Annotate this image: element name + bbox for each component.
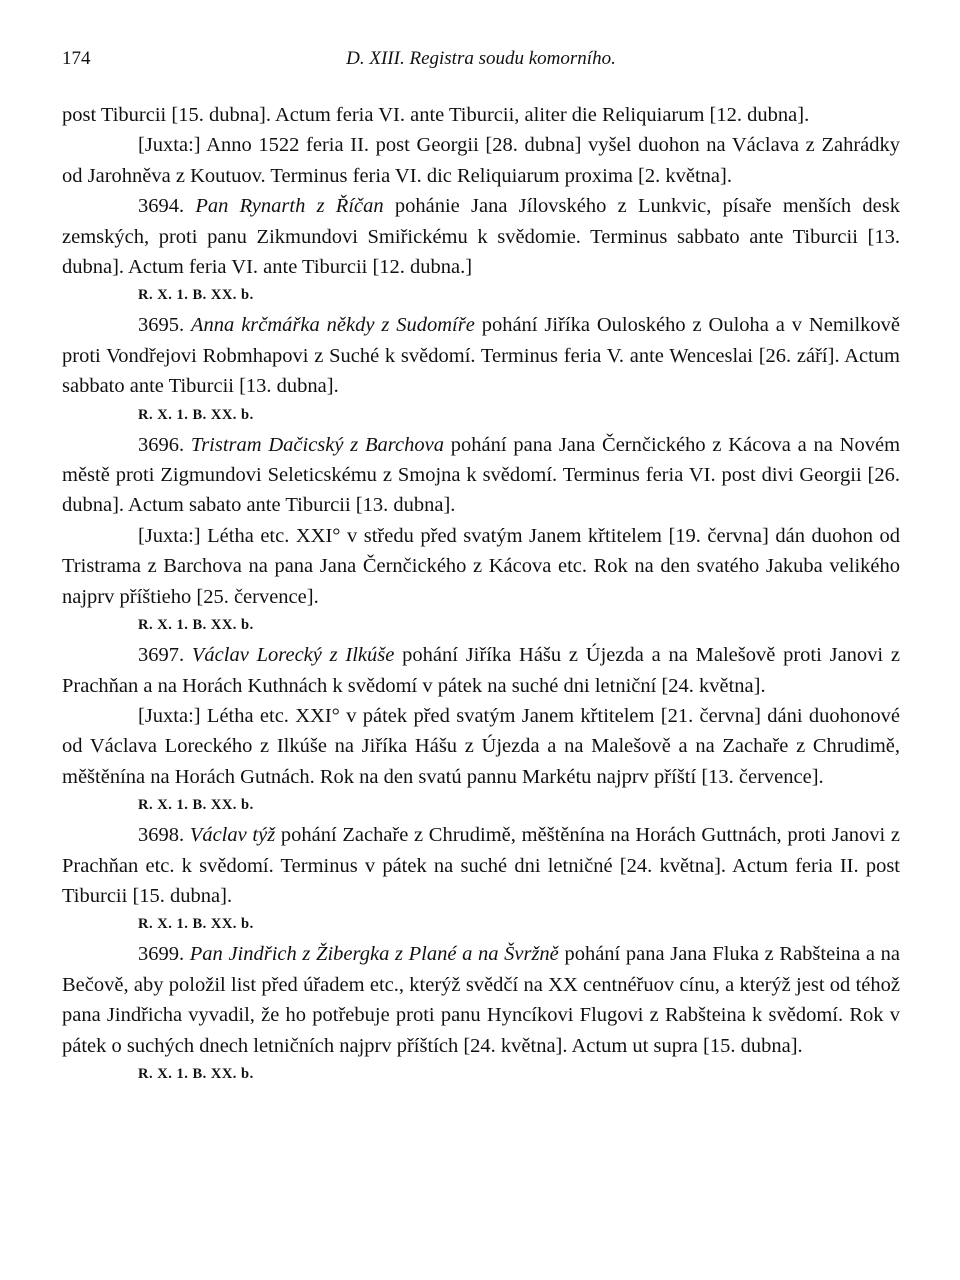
entry-number: 3696. (138, 433, 185, 456)
entry-number: 3699. (138, 943, 185, 966)
register-signature: R. X. 1. B. XX. b. (138, 916, 254, 933)
entry-3696 (62, 430, 900, 638)
entry-paragraph (62, 191, 900, 282)
entry-text: pohání Jiříka Ouloského z Ouloha a v Nemilkově proti Vondřejovi Robmhapovi z Suché k svědomí. Terminus feria V. ante Wenceslai [26. září]. Actum sabbato ante Tiburcii [13. dubna]. (62, 314, 901, 398)
entry-paragraph (62, 939, 900, 1061)
entry-3695 (62, 310, 900, 427)
entry-3697 (62, 640, 900, 818)
entry-paragraph (62, 310, 900, 401)
juxta-paragraph: [Juxta:] Létha etc. XXI° v středu před svatým Janem křtitelem [19. června] dán duohon od Tristrama z Barchova na pana Jana Černčického z Kácova etc. Rok na den svatého Jakuba velikého najprv příštieho [25. července]. (62, 524, 900, 608)
entry-number: 3697. (138, 644, 185, 667)
page-header (62, 48, 900, 78)
entry-text: pohání Jiříka Hášu z Újezda a na Malešově proti Janovi z Prachňan a na Horách Kuthnách k svědomí v pátek na suché dni letniční [24. května]. (62, 644, 900, 697)
entry-text: pohánie Jana Jílovského z Lunkvic, písaře menších desk zemských, proti panu Zikmundovi Smiřickému k svědomie. Terminus sabbato ante Tiburcii [13. dubna]. Actum feria VI. ante Tiburcii [12. dubna.] (62, 195, 900, 279)
entry-text: pohání pana Jana Fluka z Rabšteina a na Bečově, aby položil list před úřadem etc., kterýž svědčí na XX centnéřuov cínu, a kterýž jest od téhož pana Jindřicha vyvadil, že ho potřebuje proti panu Hyncíkovi Flugovi z Rabšteina k svědomí. Rok v pátek o suchých dnech letničních najprv příštích [24. května]. Actum ut supra [15. dubna]. (62, 943, 901, 1057)
entry-number: 3698. (138, 824, 185, 847)
entry-number: 3695. (138, 314, 185, 337)
page-number: 174 (62, 48, 91, 69)
entry-3698 (62, 820, 900, 937)
register-signature: R. X. 1. B. XX. b. (138, 406, 254, 423)
register-signature: R. X. 1. B. XX. b. (138, 287, 254, 304)
entry-plaintiff: Václav Lorecký z Ilkúše (191, 644, 395, 667)
entry-paragraph (62, 430, 900, 521)
juxta-paragraph: [Juxta:] Anno 1522 feria II. post Georgii [28. dubna] vyšel duohon na Václava z Zahrádky od Jarohněva z Koutuov. Terminus feria VI. dic Reliquiarum proxima [2. května]. (62, 134, 900, 187)
entry-plaintiff: Tristram Dačicský z Barchova (190, 433, 444, 456)
entry-plaintiff: Anna krčmářka někdy z Sudomíře (191, 314, 475, 337)
entry-3694 (62, 191, 900, 308)
running-head: D. XIII. Registra soudu komorního. (346, 48, 616, 69)
entry-paragraph (62, 820, 900, 911)
continuation-paragraph: post Tiburcii [15. dubna]. Actum feria VI. ante Tiburcii, aliter die Reliquiarum [12. dubna]. (62, 104, 810, 126)
register-signature: R. X. 1. B. XX. b. (138, 1065, 254, 1082)
juxta-paragraph: [Juxta:] Létha etc. XXI° v pátek před svatým Janem křtitelem [21. června] dáni duohonové od Václava Loreckého z Ilkúše na Jiříka Hášu z Újezda a na Malešově a na Zachaře z Chrudimě, měštěnína na Horách Gutnách. Rok na den svatú pannu Markétu najprv příští [13. července]. (62, 704, 900, 788)
entry-text: pohání Zachaře z Chrudimě, měštěnína na Horách Guttnách, proti Janovi z Prachňan etc. k svědomí. Terminus v pátek na suché dni letničné [24. května]. Actum feria II. post Tiburcii [15. dubna]. (62, 824, 901, 907)
document-page (62, 48, 900, 1089)
entry-plaintiff: Pan Jindřich z Žibergka z Plané a na Švržně (189, 943, 559, 966)
entry-plaintiff: Pan Rynarth z Říčan (195, 195, 384, 218)
entry-plaintiff: Václav týž (189, 824, 276, 847)
entry-text: pohání pana Jana Černčického z Kácova a na Novém městě proti Zigmundovi Seleticskému z Smojna k svědomí. Terminus feria VI. post divi Georgii [26. dubna]. Actum sabato ante Tiburcii [13. dubna]. (62, 433, 901, 517)
register-signature: R. X. 1. B. XX. b. (138, 617, 254, 634)
register-signature: R. X. 1. B. XX. b. (138, 797, 254, 814)
entry-paragraph (62, 640, 900, 701)
entry-number: 3694. (138, 195, 185, 218)
entry-3699 (62, 939, 900, 1087)
document-body (62, 100, 900, 1087)
